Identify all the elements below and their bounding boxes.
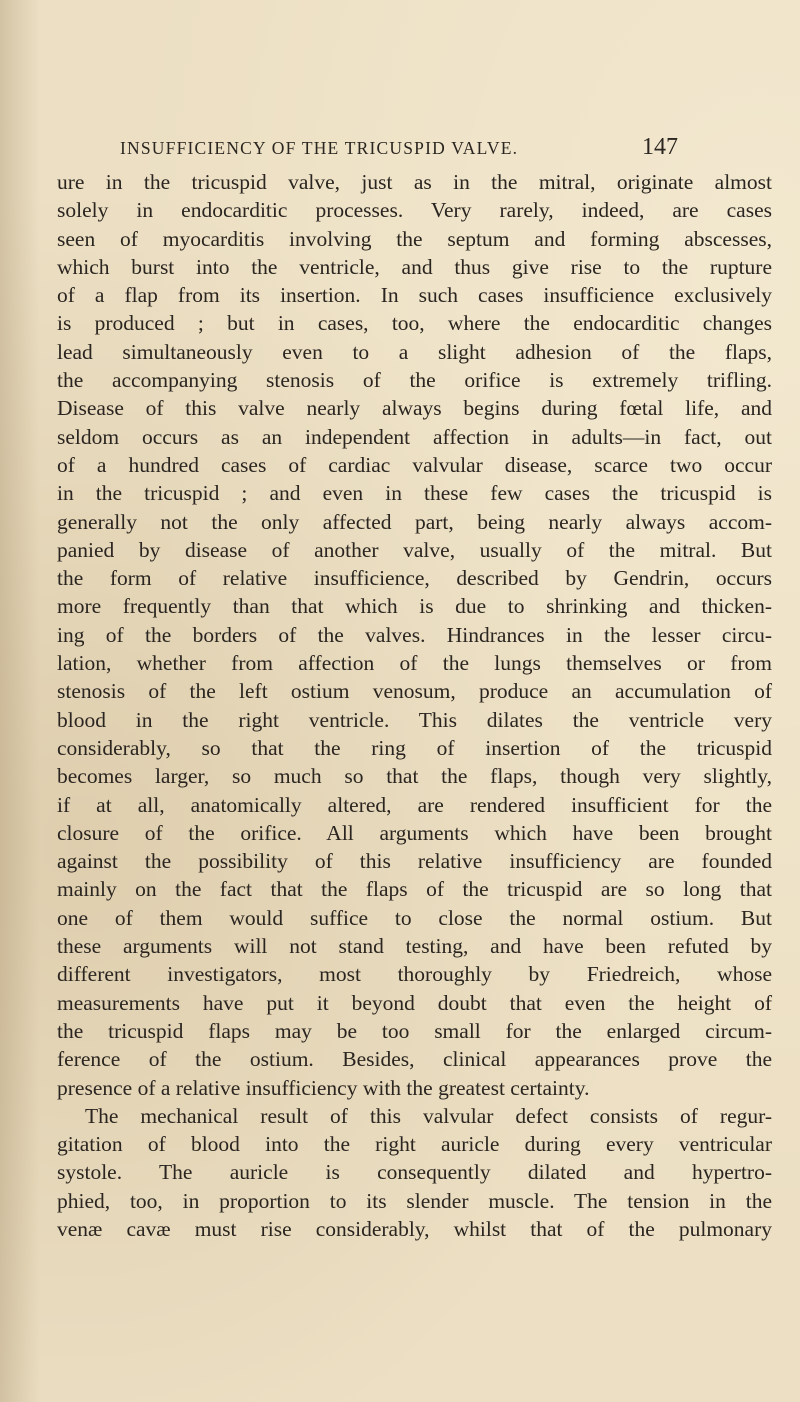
- text-line: is produced ; but in cases, too, where the endocarditic changes: [57, 311, 772, 336]
- text-line: closure of the orifice. All arguments which have been brought: [57, 820, 772, 845]
- page-number: 147: [642, 134, 678, 160]
- text-line: generally not the only affected part, being nearly always accom-: [57, 509, 772, 534]
- text-line: one of them would suffice to close the normal ostium. But: [57, 905, 772, 930]
- text-line: different investigators, most thoroughly by Friedreich, whose: [57, 962, 772, 987]
- text-line: of a flap from its insertion. In such cases insufficience exclusively: [57, 283, 772, 308]
- running-head: [120, 134, 680, 168]
- text-line: becomes larger, so much so that the flaps, though very slightly,: [57, 764, 772, 789]
- text-line: stenosis of the left ostium venosum, produce an accumulation of: [57, 679, 772, 704]
- text-line: panied by disease of another valve, usually of the mitral. But: [57, 537, 772, 562]
- text-line: the tricuspid flaps may be too small for the enlarged circum-: [57, 1018, 772, 1043]
- text-line: Disease of this valve nearly always begins during fœtal life, and: [57, 396, 772, 421]
- text-line: seen of myocarditis involving the septum and forming abscesses,: [57, 226, 772, 251]
- text-line: phied, too, in proportion to its slender muscle. The tension in the: [57, 1188, 772, 1213]
- text-line: if at all, anatomically altered, are rendered insufficient for the: [57, 792, 772, 817]
- text-line: measurements have put it beyond doubt that even the height of: [57, 990, 772, 1015]
- text-line: which burst into the ventricle, and thus give rise to the rupture: [57, 254, 772, 279]
- text-line: the accompanying stenosis of the orifice is extremely trifling.: [57, 368, 772, 393]
- text-line: considerably, so that the ring of insertion of the tricuspid: [57, 735, 772, 760]
- text-line: the form of relative insufficience, described by Gendrin, occurs: [57, 566, 772, 591]
- text-line: ing of the borders of the valves. Hindrances in the lesser circu-: [57, 622, 772, 647]
- text-line: mainly on the fact that the flaps of the tricuspid are so long that: [57, 877, 772, 902]
- running-title: INSUFFICIENCY OF THE TRICUSPID VALVE.: [120, 138, 519, 158]
- text-line: systole. The auricle is consequently dilated and hypertro-: [57, 1160, 772, 1185]
- text-line: solely in endocarditic processes. Very rarely, indeed, are cases: [57, 198, 772, 223]
- text-line: presence of a relative insufficiency with the greatest certainty.: [57, 1075, 590, 1100]
- text-line: seldom occurs as an independent affection in adults—in fact, out: [57, 424, 772, 449]
- text-line: ference of the ostium. Besides, clinical appearances prove the: [57, 1047, 772, 1072]
- text-line: more frequently than that which is due to shrinking and thicken-: [57, 594, 772, 619]
- text-line: The mechanical result of this valvular defect consists of regur-: [85, 1103, 772, 1128]
- text-line: lation, whether from affection of the lungs themselves or from: [57, 651, 772, 676]
- text-line: these arguments will not stand testing, and have been refuted by: [57, 934, 772, 959]
- text-line: against the possibility of this relative insufficiency are founded: [57, 849, 772, 874]
- body-text: [57, 168, 772, 1243]
- text-line: venæ cavæ must rise considerably, whilst that of the pulmonary: [57, 1216, 772, 1241]
- text-line: gitation of blood into the right auricle during every ventricular: [57, 1132, 772, 1157]
- text-line: of a hundred cases of cardiac valvular disease, scarce two occur: [57, 452, 772, 477]
- text-line: ure in the tricuspid valve, just as in the mitral, originate almost: [57, 170, 772, 194]
- text-line: blood in the right ventricle. This dilates the ventricle very: [57, 707, 772, 732]
- text-line: lead simultaneously even to a slight adhesion of the flaps,: [57, 339, 772, 364]
- text-line: in the tricuspid ; and even in these few cases the tricuspid is: [57, 481, 772, 506]
